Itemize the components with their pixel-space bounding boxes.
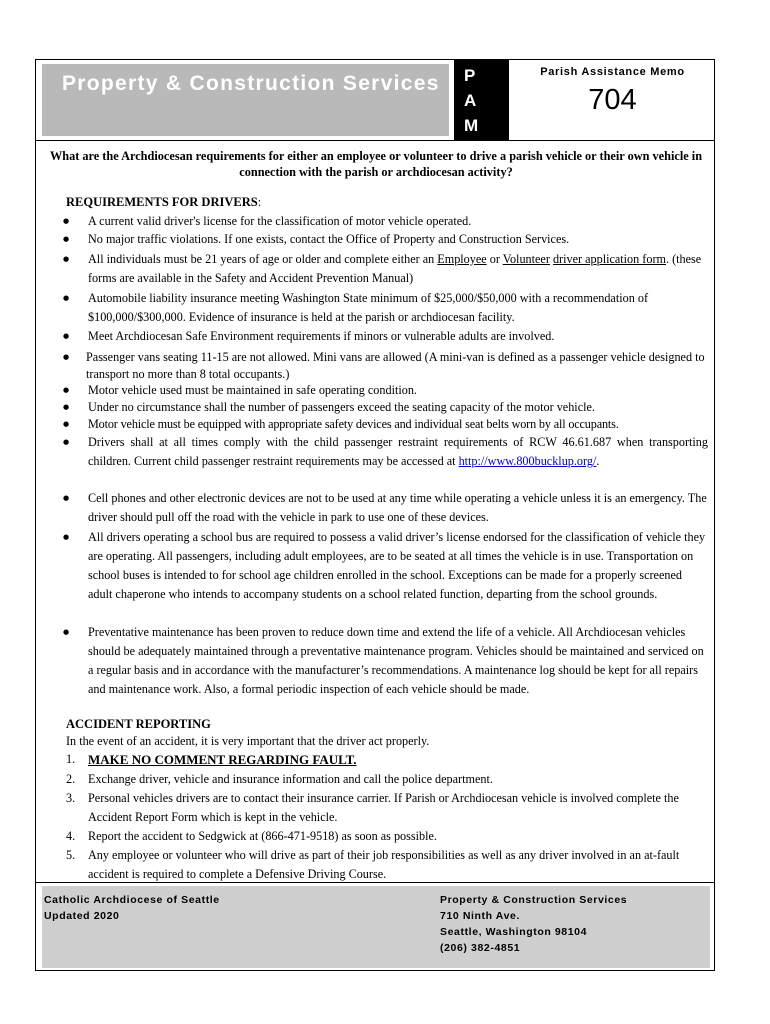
memo-label: Parish Assistance Memo [540,66,685,78]
bullet-icon: ● [63,353,70,361]
bucklup-link[interactable]: http://www.800bucklup.org/ [458,454,597,468]
requirement-item: Passenger vans seating 11-15 are not allowed. Mini vans are allowed (A mini-van is defined as a passenger vehicle designed to transport no more than 8 total occupants.) [86,350,705,381]
pam-letter-m: M [464,116,479,135]
bullet-icon: ● [63,533,70,541]
pam-letter-p: P [464,66,476,85]
accident-item: MAKE NO COMMENT REGARDING FAULT. [88,752,357,767]
pam-letter-a: A [464,91,477,110]
list-number: 4. [66,829,76,843]
footer-right [440,892,627,956]
requirement-item: All drivers operating a school bus are required to possess a valid driver’s license endorsed for the classification of vehicle they are operating. All passengers, including adult employees, are to be seated at all times the vehicle is in use. Transportation on school buses is intended to for school age children enrolled in the school. Exceptions can be made for a properly screened adult chaperone who intends to accompany students on a school related function, departing from the school grounds. [88,530,706,601]
footer-divider [36,882,714,883]
bullet-icon: ● [63,217,70,225]
requirements-heading: REQUIREMENTS FOR DRIVERS: [66,195,262,209]
accident-item: Personal vehicles drivers are to contact their insurance carrier. If Parish or Archdiocesan vehicle is involved complete the Accident Report Form which is kept in the vehicle. [88,791,679,824]
requirement-item: Meet Archdiocesan Safe Environment requirements if minors or vulnerable adults are involved. [88,329,555,343]
bullet-icon: ● [63,420,70,428]
accident-item: Exchange driver, vehicle and insurance information and call the police department. [88,772,493,786]
footer-dept: Property & Construction Services [440,894,628,906]
header-title: Property & Construction Services [62,72,440,95]
bullet-icon: ● [63,403,70,411]
header-banner [42,64,449,136]
footer-city: Seattle, Washington 98104 [440,926,588,938]
requirement-item: Motor vehicle used must be maintained in safe operating condition. [88,383,417,397]
footer-left [44,892,220,924]
list-number: 2. [66,772,76,786]
bullet-icon: ● [63,255,70,263]
question-text: What are the Archdiocesan requirements for either an employee or volunteer to drive a parish vehicle or their own vehicle in connection with the parish or archdiocesan activity? [49,149,703,179]
pam-block [454,60,509,140]
bullet-icon: ● [63,494,70,502]
accident-heading: ACCIDENT REPORTING [66,717,211,731]
bullet-icon: ● [63,438,70,446]
accident-item: Report the accident to Sedgwick at (866-471-9518) as soon as possible. [88,829,437,843]
list-number: 3. [66,791,76,805]
requirement-item: A current valid driver's license for the classification of motor vehicle operated. [88,214,472,228]
volunteer-form-link[interactable]: Volunteer [502,252,550,266]
requirement-item: Cell phones and other electronic devices are not to be used at any time while operating a vehicle unless it is an emergency. The driver should pull off the road with the vehicle in park to use one of these devices. [88,491,707,524]
accident-item: Any employee or volunteer who will drive as part of their job responsibilities as well as any driver involved in an at-fault accident is required to complete a Defensive Driving Course. [88,848,680,881]
list-number: 1. [66,752,76,766]
footer-org: Catholic Archdiocese of Seattle [44,894,220,906]
list-number: 5. [66,848,76,862]
footer-address: 710 Ninth Ave. [440,910,520,922]
employee-form-link[interactable]: Employee [437,252,487,266]
requirement-item: Preventative maintenance has been proven to reduce down time and extend the life of a vehicle. All Archdiocesan vehicles should be adequately maintained through a preventative maintenance program. Vehicles should be maintained and serviced on a regular basis and in accordance with the manufacturer’s recommendations. A maintenance log should be kept for all repairs and maintenance work. Also, a formal periodic inspection of each vehicle should be made. [88,625,704,696]
requirement-item: Drivers shall at all times comply with the child passenger restraint requirements of RCW 46.61.687 when transporting children. Current child passenger restraint requirements may be accessed at http://www.800bucklup.org/. [88,435,708,468]
requirement-item: No major traffic violations. If one exists, contact the Office of Property and Construction Services. [88,232,570,246]
requirement-item: Automobile liability insurance meeting Washington State minimum of $25,000/$50,000 with a recommendation of $100,000/$300,000. Evidence of insurance is held at the parish or archdiocesan facility. [88,291,649,324]
requirement-item: Motor vehicle must be equipped with appropriate safety devices and individual seat belts worn by all occupants. [88,417,619,431]
bullet-icon: ● [63,294,70,302]
requirement-item: Under no circumstance shall the number of passengers exceed the seating capacity of the motor vehicle. [88,400,595,414]
bullet-icon: ● [63,628,70,636]
requirement-item: All individuals must be 21 years of age or older and complete either an Employee or Volunteer driver application form. (these forms are available in the Safety and Accident Prevention Manual) [88,252,702,285]
bullet-icon: ● [63,235,70,243]
bullet-icon: ● [63,386,70,394]
bullet-icon: ● [63,332,70,340]
memo-frame [35,59,715,971]
footer-updated: Updated 2020 [44,910,120,922]
memo-number: 704 [588,84,637,116]
header-divider [36,140,714,141]
driver-application-form-link[interactable]: driver application form [552,252,666,266]
accident-intro: In the event of an accident, it is very important that the driver act properly. [66,734,430,748]
footer-phone: (206) 382-4851 [440,942,521,954]
